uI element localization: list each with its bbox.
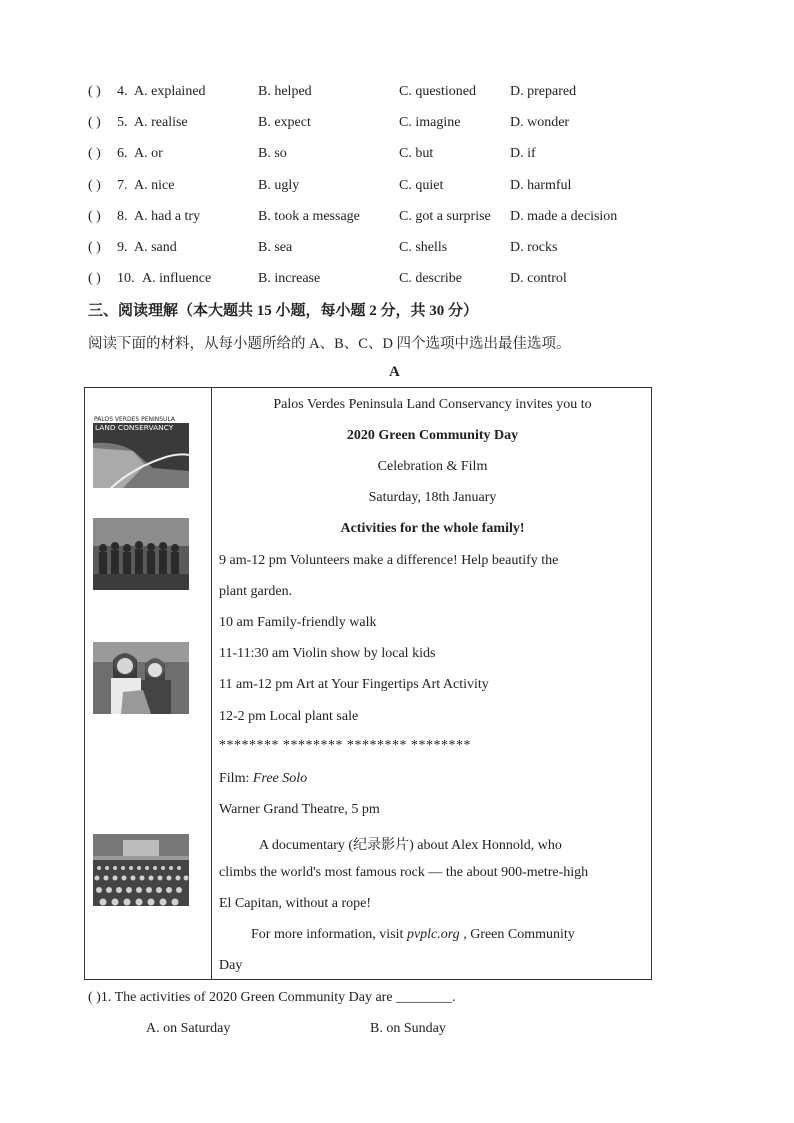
question-number: 5.: [117, 115, 128, 131]
more-info-prefix: For more information, visit: [251, 927, 407, 942]
answer-blank[interactable]: ( ): [88, 146, 101, 162]
option-c[interactable]: C. questioned: [399, 84, 476, 99]
option-c[interactable]: C. imagine: [399, 115, 461, 131]
option-b[interactable]: B. increase: [258, 271, 321, 287]
question-number: 10.: [117, 271, 135, 287]
option-b[interactable]: B. took a message: [258, 208, 360, 224]
more-info-line2: Day: [219, 958, 243, 973]
option-a[interactable]: A. nice: [134, 177, 175, 193]
option-d[interactable]: D. harmful: [510, 177, 572, 193]
documentary-line2: climbs the world's most famous rock — the about 900-metre-high: [219, 865, 589, 880]
event-flyer-table: [84, 387, 652, 980]
flyer-subtitle: Celebration & Film: [377, 459, 488, 474]
option-a[interactable]: A. realise: [134, 115, 188, 131]
option-b[interactable]: B. helped: [258, 84, 312, 99]
flyer-date: Saturday, 18th January: [368, 490, 497, 505]
stars-divider: ******** ******** ******** ********: [219, 738, 471, 753]
website-link[interactable]: pvplc.org: [406, 927, 460, 942]
option-a[interactable]: A. or: [134, 146, 163, 162]
documentary-line1: A documentary (纪录影片) about Alex Honnold, who: [259, 838, 562, 853]
section-title: 三、阅读理解（本大题共 15 小题，每小题 2 分，共 30 分）: [88, 303, 479, 319]
conservancy-logo-image: [93, 413, 189, 488]
answer-blank[interactable]: ( ): [88, 84, 101, 99]
option-d[interactable]: D. if: [510, 146, 536, 162]
volunteers-group-photo: [93, 518, 189, 590]
question-number: 9.: [117, 240, 128, 255]
answer-blank[interactable]: ( ): [88, 271, 101, 287]
schedule-item-volunteers-cont: plant garden.: [219, 584, 293, 599]
more-info-line: [251, 927, 575, 943]
question-1-option-a[interactable]: A. on Saturday: [146, 1021, 231, 1036]
option-c[interactable]: C. but: [399, 146, 434, 162]
option-c[interactable]: C. got a surprise: [399, 208, 491, 224]
passage-label: A: [389, 364, 400, 380]
answer-blank[interactable]: ( ): [88, 240, 101, 255]
option-d[interactable]: D. control: [510, 271, 567, 287]
table-divider: [211, 388, 212, 979]
schedule-item-art: 11 am-12 pm Art at Your Fingertips Art Activity: [219, 677, 489, 692]
documentary-line3: El Capitan, without a rope!: [219, 896, 372, 911]
option-d[interactable]: D. made a decision: [510, 208, 618, 224]
film-title: Free Solo: [252, 771, 308, 786]
logo-line2: LAND CONSERVANCY: [95, 423, 174, 432]
option-c[interactable]: C. quiet: [399, 177, 444, 193]
option-d[interactable]: D. rocks: [510, 240, 558, 255]
film-venue: Warner Grand Theatre, 5 pm: [219, 802, 380, 817]
option-a[interactable]: A. influence: [142, 271, 212, 287]
option-a[interactable]: A. sand: [134, 240, 177, 255]
more-info-suffix: , Green Community: [459, 927, 575, 942]
section-instruction: 阅读下面的材料，从每小题所给的 A、B、C、D 四个选项中选出最佳选项。: [88, 336, 571, 352]
logo-line1: PALOS VERDES PENINSULA: [94, 416, 176, 423]
schedule-item-walk: 10 am Family-friendly walk: [219, 615, 377, 630]
option-d[interactable]: D. wonder: [510, 115, 570, 131]
kids-photo: [93, 642, 189, 714]
question-number: 4.: [117, 84, 128, 99]
option-a[interactable]: A. explained: [134, 84, 206, 99]
option-c[interactable]: C. describe: [399, 271, 462, 287]
question-number: 7.: [117, 177, 128, 193]
flyer-event-title: 2020 Green Community Day: [346, 428, 519, 443]
schedule-item-plant-sale: 12-2 pm Local plant sale: [219, 709, 359, 724]
answer-blank[interactable]: ( ): [88, 208, 101, 224]
option-b[interactable]: B. ugly: [258, 177, 300, 193]
option-b[interactable]: B. so: [258, 146, 287, 162]
question-number: 6.: [117, 146, 128, 162]
answer-blank[interactable]: ( ): [88, 177, 101, 193]
option-c[interactable]: C. shells: [399, 240, 448, 255]
film-label: Film:: [219, 771, 253, 786]
question-number: 8.: [117, 208, 128, 224]
option-b[interactable]: B. expect: [258, 115, 311, 131]
option-b[interactable]: B. sea: [258, 240, 293, 255]
question-1-stem: ( )1. The activities of 2020 Green Community Day are ________.: [88, 990, 456, 1005]
flyer-invite: Palos Verdes Peninsula Land Conservancy invites you to: [273, 397, 592, 412]
answer-blank[interactable]: ( ): [88, 115, 101, 131]
option-a[interactable]: A. had a try: [134, 208, 201, 224]
schedule-item-violin: 11-11:30 am Violin show by local kids: [219, 646, 436, 661]
flyer-activities-heading: Activities for the whole family!: [340, 521, 525, 536]
question-1-option-b[interactable]: B. on Sunday: [370, 1021, 446, 1036]
schedule-item-volunteers: 9 am-12 pm Volunteers make a difference! Help beautify the: [219, 553, 559, 568]
option-d[interactable]: D. prepared: [510, 84, 577, 99]
film-line: [219, 771, 307, 787]
theatre-audience-photo: [93, 834, 189, 906]
